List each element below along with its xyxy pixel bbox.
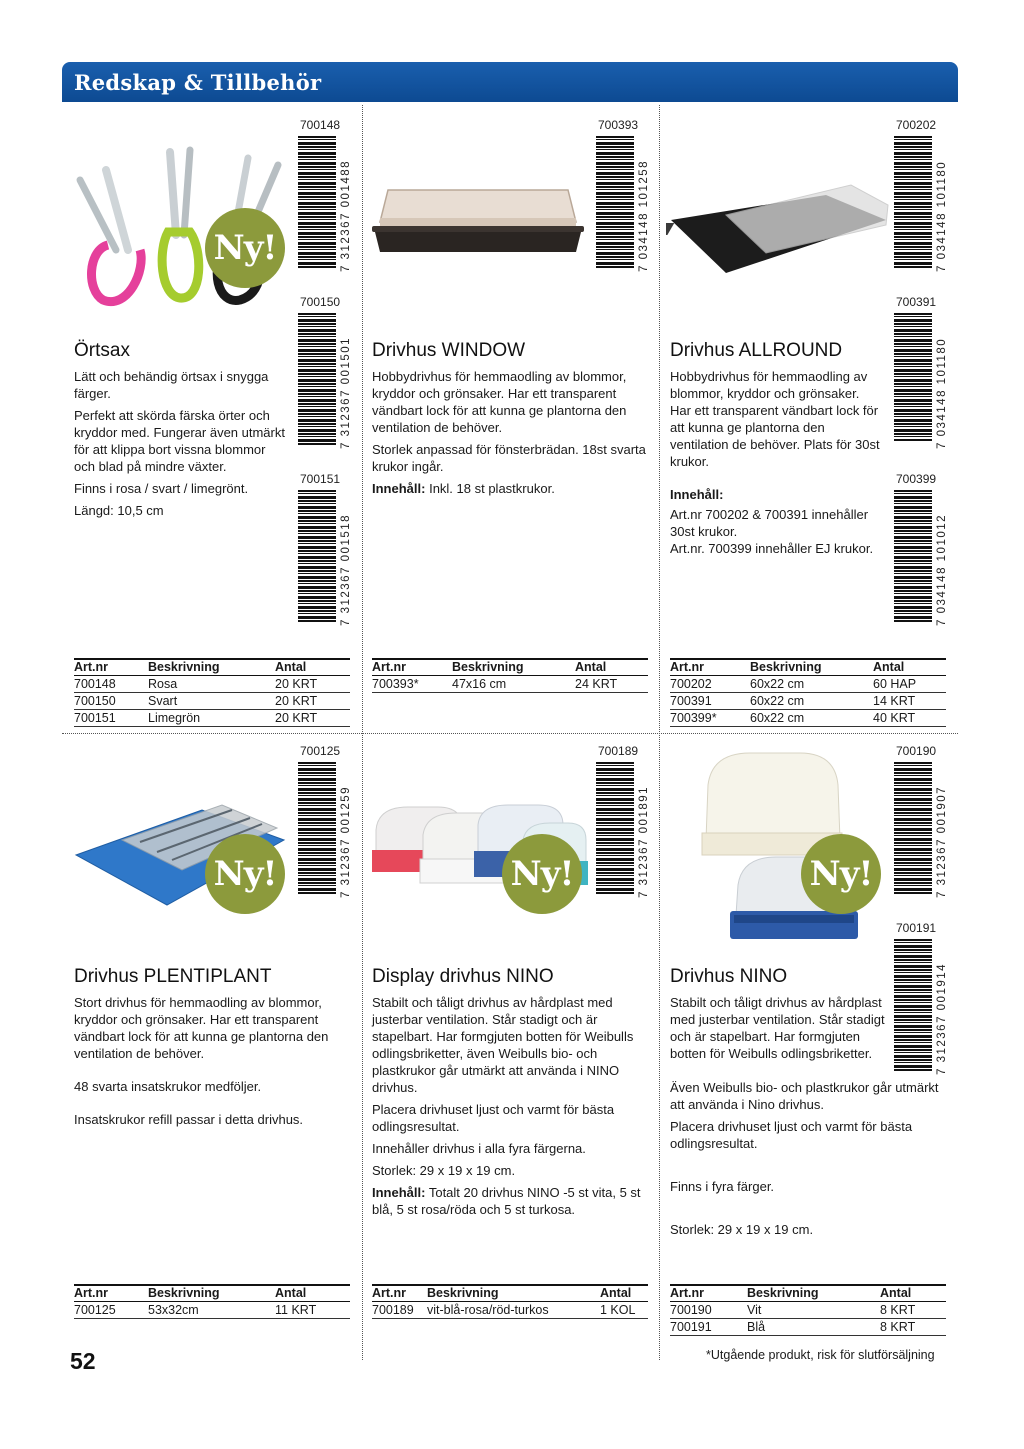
barcode-article-number: 700399 [896,472,937,486]
barcode-bars [298,136,336,268]
desc-paragraph: Stabilt och tåligt drivhus av hårdplast med justerbar ventilation. Står stadigt och är stapelbart. Har formgjuten botten för Weibulls odlingsbriketter. [670,995,885,1061]
product-description [74,368,289,524]
product-description [372,994,647,1223]
barcode-article-number: 700151 [300,472,341,486]
table-row: 700202 60x22 cm 60 HAP [670,675,946,692]
barcode-article-number: 700148 [300,118,341,132]
desc-paragraph: Placera drivhuset ljust och varmt för bästa odlingsresultat. [372,1102,615,1134]
new-badge: Ny! [502,834,582,914]
col-antal: Antal [575,659,648,675]
barcode-bars [298,762,336,894]
desc-paragraph: Insatskrukor refill passar i detta drivhus. [74,1112,304,1127]
desc-paragraph: Innehåller drivhus i alla fyra färgerna. [372,1141,586,1156]
table-row: 700125 53x32cm 11 KRT [74,1301,350,1318]
col-artnr: Art.nr [670,1285,747,1301]
table-row: 700393* 47x16 cm 24 KRT [372,675,648,692]
barcode-ean: 7 034148 101180 [936,337,948,449]
footnote: *Utgående produkt, risk för slutförsäljning [706,1348,935,1362]
col-artnr: Art.nr [74,1285,148,1301]
desc-paragraph: Stort drivhus för hemmaodling av blommor, kryddor och grönsaker. Har ett transparent vändbart lock för att kunna ge plantorna den ventilation de behöver. [74,995,329,1061]
table-row: 700191 Blå 8 KRT [670,1318,946,1335]
barcode-ean: 7 034148 101180 [936,160,948,272]
barcode-bars [596,136,634,268]
product-title: Drivhus NINO [670,966,788,987]
desc-paragraph: Storlek: 29 x 19 x 19 cm. [670,1222,814,1237]
product-description [372,368,647,502]
table-row: 700391 60x22 cm 14 KRT [670,692,946,709]
table-row: 700148 Rosa 20 KRT [74,675,350,692]
spec-table [74,1284,350,1319]
barcode-article-number: 700150 [300,295,341,309]
barcode-bars [596,762,634,894]
col-antal: Antal [600,1285,648,1301]
product-title: Drivhus PLENTIPLANT [74,966,272,987]
pink-scissors [80,170,141,302]
col-artnr: Art.nr [74,659,148,675]
section-header [62,62,958,102]
row-divider [62,733,958,734]
section-title: Redskap & Tillbehör [74,70,322,95]
desc-contents-label: Innehåll: [670,487,724,502]
desc-contents: Innehåll: Totalt 20 drivhus NINO -5 st vita, 5 st blå, 5 st rosa/röda och 5 st turkosa. [372,1185,641,1217]
desc-paragraph: Lätt och behändig örtsax i snygga färger. [74,369,269,401]
page-number: 52 [70,1348,96,1374]
product-description [670,368,880,562]
barcode-ean: 7 034148 101012 [936,513,948,626]
desc-paragraph: Längd: 10,5 cm [74,503,164,518]
desc-paragraph: Placera drivhuset ljust och varmt för bästa odlingsresultat. [670,1119,913,1151]
barcode-ean: 7 312367 001488 [340,159,352,272]
col-antal: Antal [275,1285,350,1301]
product-description [74,994,354,1133]
col-artnr: Art.nr [670,659,750,675]
table-row: 700399* 60x22 cm 40 KRT [670,709,946,726]
col-antal: Antal [880,1285,946,1301]
desc-paragraph: Storlek: 29 x 19 x 19 cm. [372,1163,516,1178]
barcode-article-number: 700393 [598,118,639,132]
col-beskrivning: Beskrivning [148,1285,275,1301]
barcode-bars [298,313,336,445]
barcode-bars [298,490,336,622]
desc-contents: Innehåll: Inkl. 18 st plastkrukor. [372,481,555,496]
col-beskrivning: Beskrivning [747,1285,880,1301]
barcode-bars [894,136,932,268]
table-row: 700189 vit-blå-rosa/röd-turkos 1 KOL [372,1301,648,1318]
barcode-ean: 7 312367 001914 [936,962,948,1075]
desc-contents-line: Art.nr. 700399 innehåller EJ krukor. [670,541,874,556]
barcode-article-number: 700191 [896,921,937,935]
barcode-ean: 7 034148 101258 [638,159,650,272]
new-badge: Ny! [205,208,285,288]
spec-table [372,1284,648,1319]
table-row: 700190 Vit 8 KRT [670,1301,946,1318]
desc-paragraph: Hobbydrivhus för hemmaodling av blommor, kryddor och grönsaker. Har ett transparent vändbart lock för att kunna ge plantorna den ventilation de behöver. Plats för 30st krukor. [670,369,880,469]
product-description [670,994,885,1062]
barcode-article-number: 700202 [896,118,937,132]
product-title: Drivhus WINDOW [372,340,526,361]
desc-paragraph: 48 svarta insatskrukor medföljer. [74,1079,262,1094]
barcode-article-number: 700189 [598,744,639,758]
spec-table [670,658,946,727]
spec-table [372,658,648,693]
new-badge: Ny! [801,834,881,914]
desc-paragraph: Hobbydrivhus för hemmaodling av blommor, kryddor och grönsaker. Har ett transparent vändbart lock för att kunna ge plantorna den ventilation de behöver. [372,369,627,435]
lime-scissors [162,150,199,298]
barcode-bars [894,762,932,894]
col-antal: Antal [873,659,946,675]
barcode-ean: 7 312367 001891 [638,785,650,898]
desc-paragraph: Finns i rosa / svart / limegrönt. [74,481,249,496]
product-title: Drivhus ALLROUND [670,340,843,361]
barcode-ean: 7 312367 001907 [936,785,948,898]
new-badge: Ny! [205,834,285,914]
product-image-greenhouse-allround [666,175,891,275]
col-artnr: Art.nr [372,1285,427,1301]
spec-table [670,1284,946,1336]
col-beskrivning: Beskrivning [452,659,575,675]
table-row: 700150 Svart 20 KRT [74,692,350,709]
barcode-bars [894,490,932,622]
barcode-article-number: 700190 [896,744,937,758]
spec-table [74,658,350,727]
product-title: Örtsax [74,340,130,361]
product-description-cont [670,1079,950,1243]
desc-paragraph: Även Weibulls bio- och plastkrukor går utmärkt att använda i Nino drivhus. [670,1080,939,1112]
barcode-ean: 7 312367 001501 [340,336,352,449]
col-antal: Antal [275,659,350,675]
product-image-greenhouse-window [370,180,585,265]
product-title: Display drivhus NINO [372,966,554,987]
desc-contents-line: Art.nr 700202 & 700391 innehåller 30st krukor. [670,507,869,539]
col-artnr: Art.nr [372,659,452,675]
col-beskrivning: Beskrivning [427,1285,600,1301]
barcode-bars [894,313,932,441]
col-beskrivning: Beskrivning [750,659,873,675]
barcode-article-number: 700391 [896,295,937,309]
col-beskrivning: Beskrivning [148,659,275,675]
desc-paragraph: Perfekt att skörda färska örter och kryddor med. Fungerar även utmärkt för att klippa bort vissna blommor och blad på mindre växter. [74,408,285,474]
barcode-bars [894,939,932,1071]
desc-paragraph: Stabilt och tåligt drivhus av hårdplast med justerbar ventilation. Står stadigt och är stapelbart. Har formgjuten botten för Weibulls odlingsbriketter, även Weibulls bio- och plastkrukor går utmärkt att använda i NINO drivhus. [372,995,634,1095]
table-row: 700151 Limegrön 20 KRT [74,709,350,726]
barcode-ean: 7 312367 001259 [340,785,352,898]
barcode-article-number: 700125 [300,744,341,758]
desc-paragraph: Storlek anpassad för fönsterbrädan. 18st svarta krukor ingår. [372,442,646,474]
barcode-ean: 7 312367 001518 [340,513,352,626]
desc-paragraph: Finns i fyra färger. [670,1179,775,1194]
